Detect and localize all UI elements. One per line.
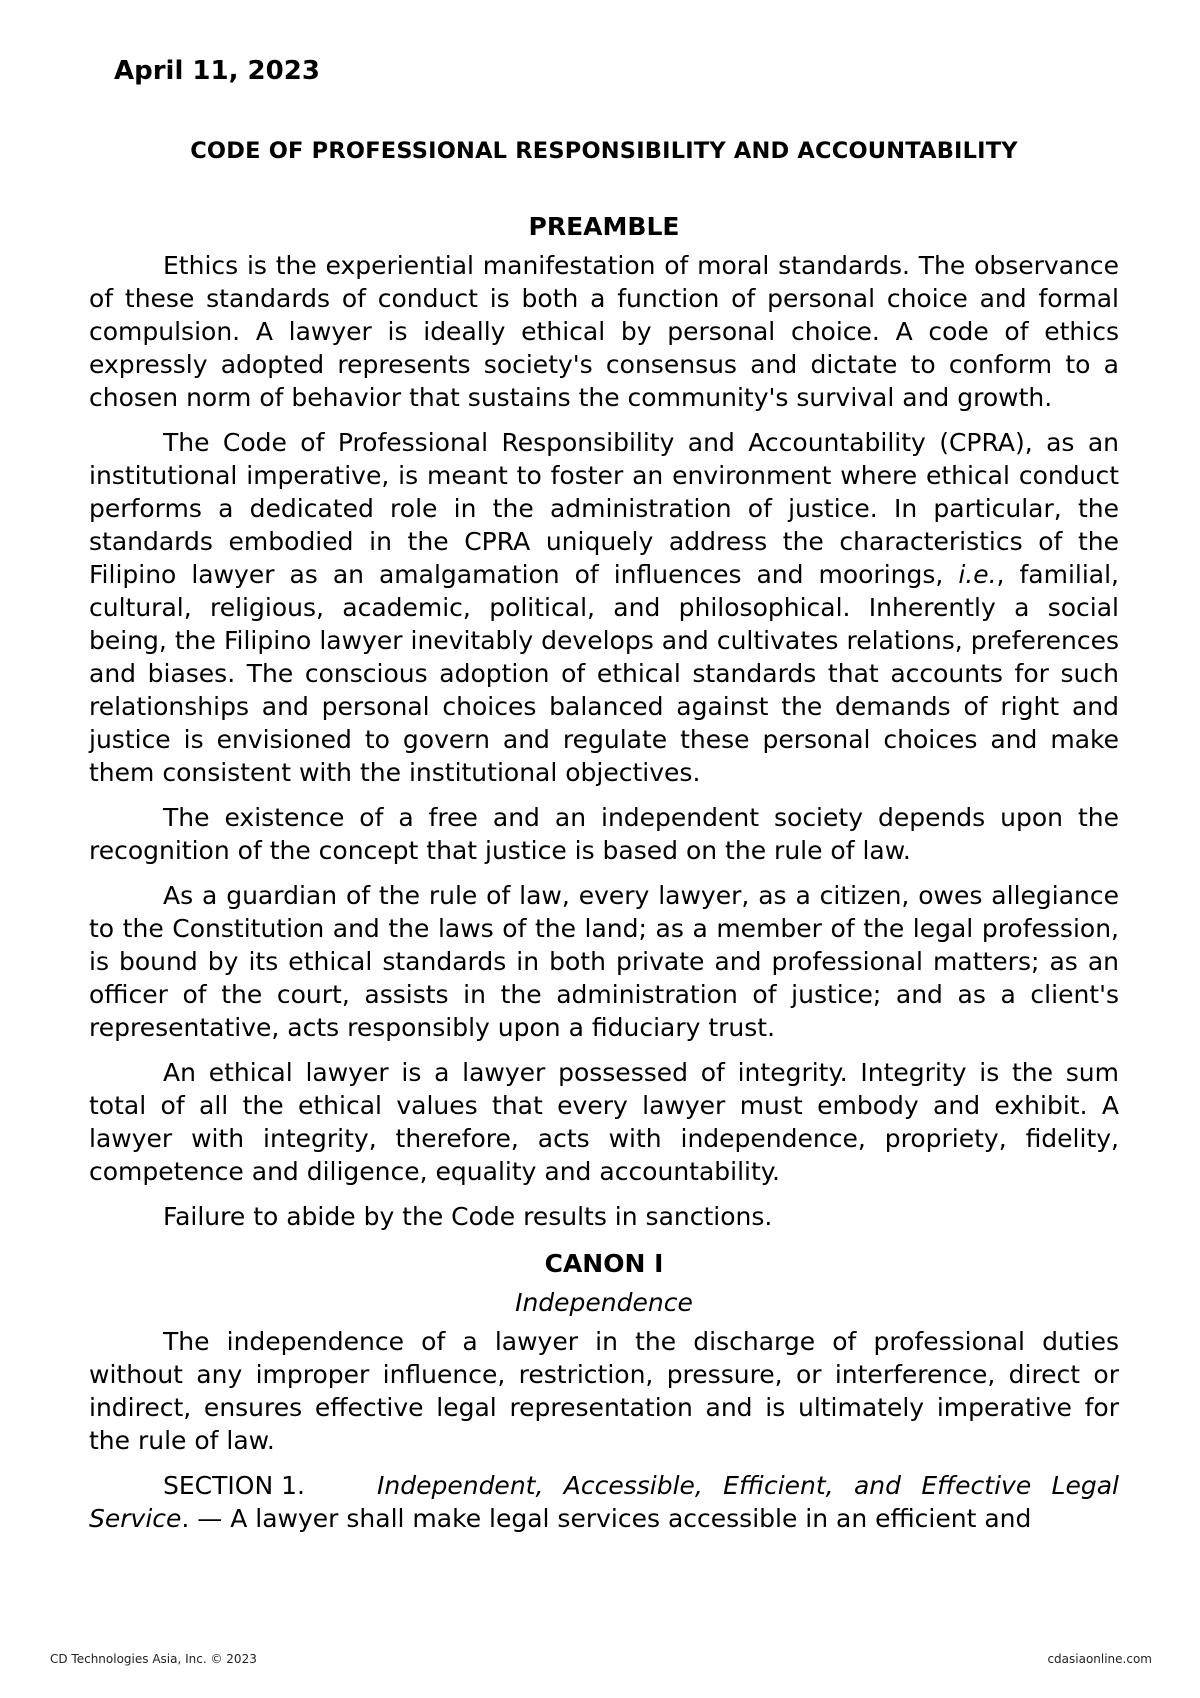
- section-1-title: Independent, Accessible, Efficient, and Effective Legal Service: [89, 1471, 1119, 1533]
- preamble-paragraph-2-ie: i.e.: [958, 560, 997, 589]
- document-title: CODE OF PROFESSIONAL RESPONSIBILITY AND ACCOUNTABILITY: [190, 138, 1018, 164]
- preamble-paragraph-2: [89, 426, 1119, 789]
- preamble-paragraph-6: Failure to abide by the Code results in sanctions.: [163, 1202, 773, 1231]
- preamble-paragraph-2-part-b: , familial, cultural, religious, academic, political, and philosophical. Inherently a social being, the Filipino lawyer inevitably develops and cultivates relations, preferences and biases. The conscious adoption of ethical standards that accounts for such relationships and personal choices balanced against the demands of right and justice is envisioned to govern and regulate these personal choices and make them consistent with the institutional objectives.: [89, 560, 1120, 787]
- canon-subheading: Independence: [515, 1288, 693, 1317]
- preamble-paragraph-5: An ethical lawyer is a lawyer possessed of integrity. Integrity is the sum total of all the ethical values that every lawyer must embody and exhibit. A lawyer with integrity, therefore, acts with independence, propriety, fidelity, competence and diligence, equality and accountability.: [89, 1058, 1119, 1186]
- section-1-number: SECTION 1.: [163, 1471, 305, 1500]
- preamble-paragraph-2-part-a: The Code of Professional Responsibility and Accountability (CPRA), as an institutional imperative, is meant to foster an environment where ethical conduct performs a dedicated role in the administration of justice. In particular, the standards embodied in the CPRA uniquely address the characteristics of the Filipino lawyer as an amalgamation of influences and moorings,: [89, 428, 1119, 589]
- footer-copyright: CD Technologies Asia, Inc. © 2023: [50, 1652, 257, 1666]
- section-1: [89, 1469, 1119, 1535]
- preamble-paragraph-4: As a guardian of the rule of law, every lawyer, as a citizen, owes allegiance to the Constitution and the laws of the land; as a member of the legal profession, is bound by its ethical standards in both private and professional matters; as an officer of the court, assists in the administration of justice; and as a client's representative, acts responsibly upon a fiduciary trust.: [89, 881, 1119, 1042]
- preamble-paragraph-1: Ethics is the experiential manifestation of moral standards. The observance of these standards of conduct is both a function of personal choice and formal compulsion. A lawyer is ideally ethical by personal choice. A code of ethics expressly adopted represents society's consensus and dictate to conform to a chosen norm of behavior that sustains the community's survival and growth.: [89, 251, 1119, 412]
- preamble-paragraph-3: The existence of a free and an independent society depends upon the recognition of the concept that justice is based on the rule of law.: [89, 803, 1119, 865]
- canon-paragraph-1: The independence of a lawyer in the discharge of professional duties without any improper influence, restriction, pressure, or interference, direct or indirect, ensures effective legal representation and is ultimately imperative for the rule of law.: [89, 1327, 1119, 1455]
- canon-heading: CANON I: [544, 1249, 664, 1278]
- preamble-heading: PREAMBLE: [528, 212, 680, 241]
- footer-website: cdasiaonline.com: [1047, 1652, 1152, 1666]
- document-date: April 11, 2023: [114, 56, 320, 86]
- document-body: [89, 210, 1119, 1535]
- section-1-text: . — A lawyer shall make legal services accessible in an efficient and: [181, 1504, 1032, 1533]
